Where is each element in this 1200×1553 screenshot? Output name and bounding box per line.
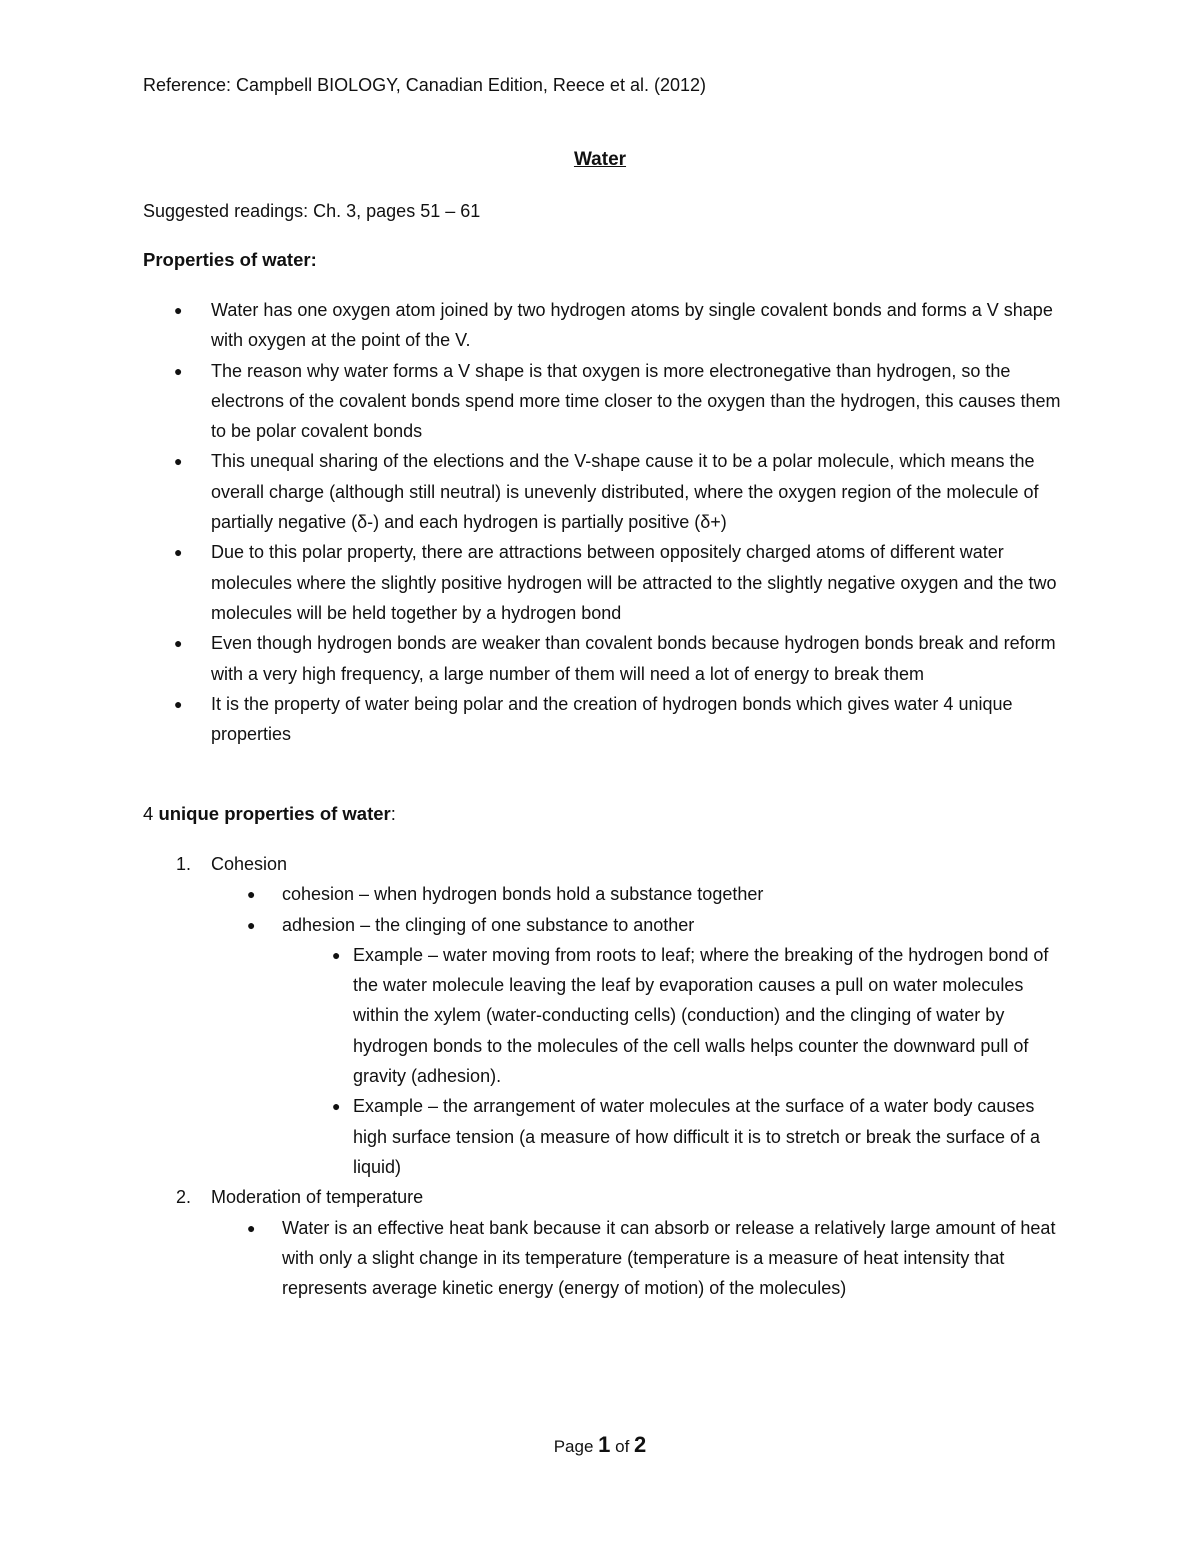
list-item (0, 537, 1061, 628)
bullet-icon: ● (247, 1219, 256, 1236)
bullet-icon: ● (174, 453, 183, 470)
bullet-icon: ● (332, 1098, 341, 1115)
page-total: 2 (634, 1432, 647, 1457)
example-text: Example – water moving from roots to leaf; where the breaking of the hydrogen bond of the water molecule leaving the leaf by evaporation causes a pull on water molecules within the xylem (water-conducting cells) (conduction) and the clinging of water by hydrogen bonds to the molecules of the cell walls helps counter the downward pull of gravity (adhesion). (353, 944, 1049, 1087)
list-item (0, 628, 1061, 689)
suggested-readings: Suggested readings: Ch. 3, pages 51 – 61 (143, 201, 481, 221)
item-label: Moderation of temperature (211, 1187, 424, 1208)
document-title: Water (573, 149, 627, 170)
list-item-text: Water has one oxygen atom joined by two hydrogen atoms by single covalent bonds and forms a V shape with oxygen at the point of the V. (211, 300, 1053, 351)
of-word: of (615, 1437, 630, 1456)
section-heading-properties (143, 246, 317, 274)
bullet-icon: ● (174, 362, 183, 379)
properties-list (0, 295, 1061, 749)
section-heading-prefix: 4 (143, 803, 159, 824)
bullet-icon: ● (174, 302, 183, 318)
sub-list-item-text: Water is an effective heat bank because it can absorb or release a relatively large amount of heat with only a slight change in its temperature (temperature is a measure of heat intensity that represents average kinetic energy (energy of motion) of the molecules) (282, 1217, 1056, 1299)
bullet-icon: ● (174, 695, 183, 712)
numbered-item-cohesion (0, 849, 1200, 879)
bullet-icon: ● (174, 544, 183, 561)
section-heading-properties-text: Properties of water: (143, 249, 317, 270)
section-heading-bold: unique properties of water (158, 803, 391, 824)
unique-properties-list (0, 849, 1200, 1303)
numbered-item-moderation (0, 1182, 1200, 1212)
sub-sub-list-item (0, 940, 1200, 1091)
list-item (0, 689, 1061, 750)
list-item (0, 356, 1061, 447)
sub-list-item-text: adhesion – the clinging of one substance to another (282, 914, 695, 935)
list-item-text: Even though hydrogen bonds are weaker than covalent bonds because hydrogen bonds break and reform with a very high frequency, a large number of them will need a lot of energy to break them (211, 633, 1056, 684)
list-item-text: The reason why water forms a V shape is that oxygen is more electronegative than hydrogen, so the electrons of the covalent bonds spend more time closer to the oxygen than the hydrogen, this causes them to be polar covalent bonds (211, 360, 1061, 442)
section-heading-suffix: : (390, 803, 396, 824)
list-item-text: It is the property of water being polar and the creation of hydrogen bonds which gives water 4 unique properties (211, 693, 1013, 745)
bullet-icon: ● (247, 916, 256, 933)
list-item-text: This unequal sharing of the elections and the V-shape cause it to be a polar molecule, which means the overall charge (although still neutral) is unevenly distributed, where the oxygen region of the molecule of partially negative (δ-) and each hydrogen is partially positive (δ+) (211, 451, 1039, 533)
page-footer (0, 1430, 1200, 1462)
sub-list-item (0, 879, 1200, 909)
reference-line: Reference: Campbell BIOLOGY, Canadian Edition, Reece et al. (2012) (143, 75, 706, 95)
list-item-text: Due to this polar property, there are attractions between oppositely charged atoms of different water molecules where the slightly positive hydrogen will be attracted to the slightly negative oxygen and the two molecules will be held together by a hydrogen bond (211, 542, 1057, 623)
bullet-icon: ● (247, 886, 256, 903)
sub-list-item (0, 910, 1200, 940)
sub-list-item-text: cohesion – when hydrogen bonds hold a substance together (282, 884, 764, 905)
bullet-icon: ● (332, 946, 341, 963)
list-item (0, 446, 1061, 537)
item-label: Cohesion (211, 854, 288, 874)
example-text: Example – the arrangement of water molecules at the surface of a water body causes high surface tension (a measure of how difficult it is to stretch or break the surface of a liquid) (353, 1096, 1041, 1177)
section-heading-unique-properties (143, 800, 396, 828)
item-number: 2. (176, 1187, 192, 1208)
page-current: 1 (598, 1432, 611, 1457)
sub-sub-list-item (0, 1091, 1200, 1182)
list-item (0, 295, 1061, 356)
sub-list-item (0, 1213, 1200, 1304)
bullet-icon: ● (174, 635, 183, 652)
item-number: 1. (176, 854, 192, 874)
page-word: Page (553, 1437, 594, 1456)
